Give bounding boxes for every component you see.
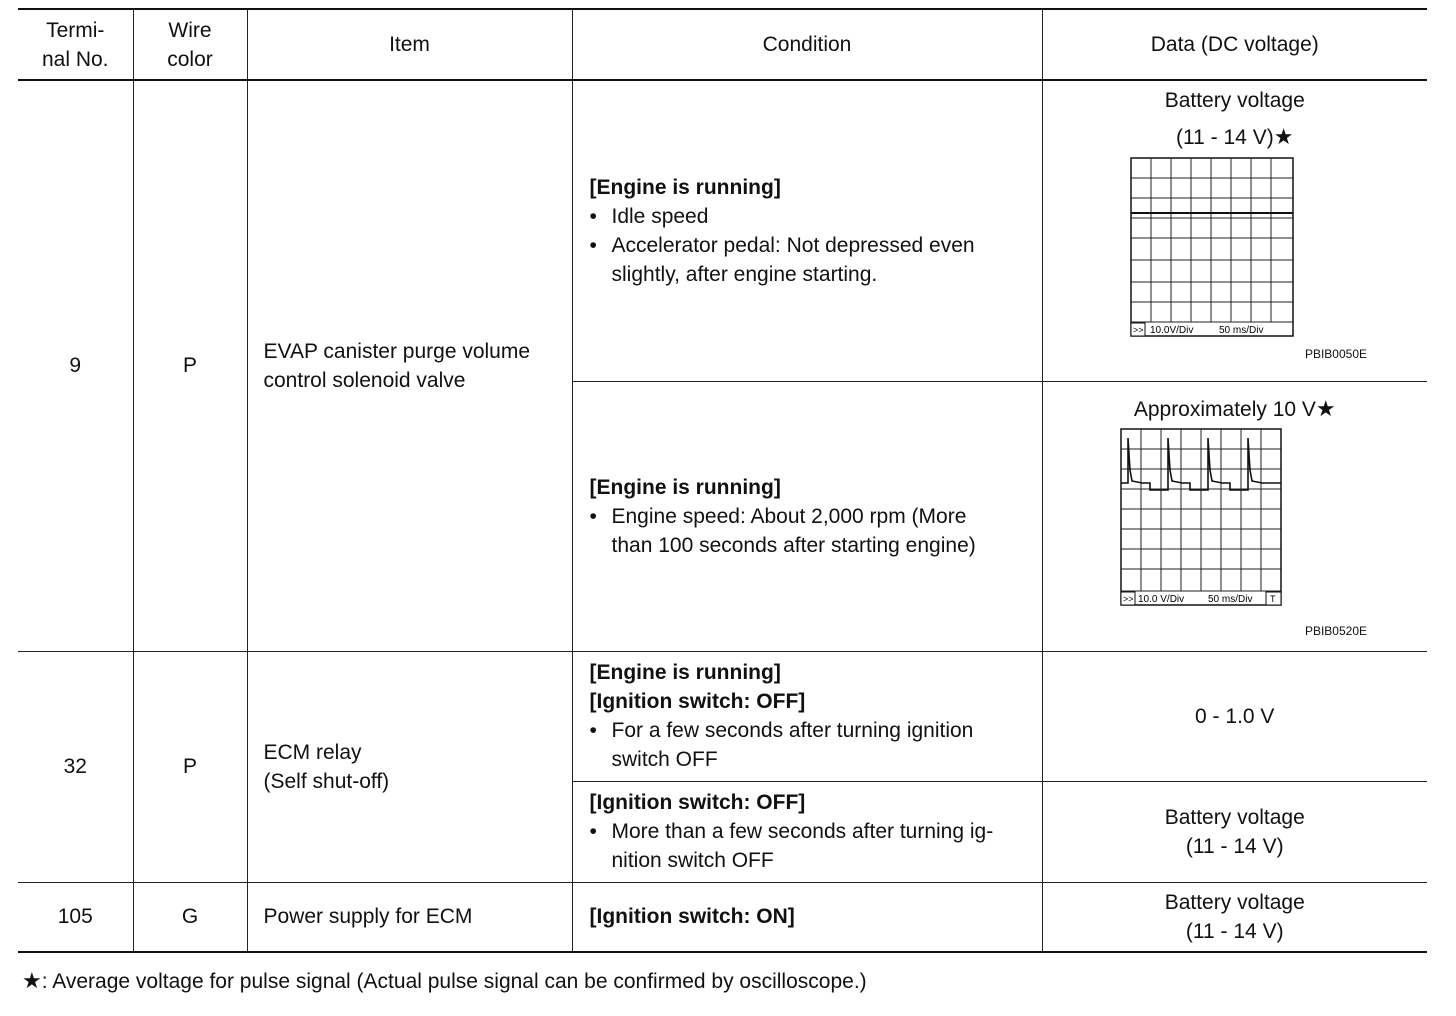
wire-color-cell: P bbox=[133, 80, 247, 651]
star-icon: ★ bbox=[1273, 124, 1294, 149]
wire-color-cell: G bbox=[133, 882, 247, 952]
table-header-row bbox=[18, 9, 1427, 80]
scope-time-div: 50 ms/Div bbox=[1207, 593, 1253, 605]
scope-suffix: T bbox=[1269, 593, 1276, 604]
condition-bullet bbox=[590, 716, 1034, 774]
data-value: Approximately 10 V bbox=[1133, 397, 1316, 421]
bullet-text-line: For a few seconds after turning ignition bbox=[611, 719, 974, 742]
terminal-no-cell: 32 bbox=[18, 651, 133, 882]
bullet-text-line: slightly, after engine starting. bbox=[611, 262, 878, 286]
data-value: Battery voltage bbox=[1164, 805, 1305, 829]
condition-bullet bbox=[590, 231, 1034, 289]
item-line: (Self shut-off) bbox=[263, 769, 390, 793]
bullet-glyph: • bbox=[589, 204, 597, 228]
bullet-text-line: Engine speed: About 2,000 rpm (More bbox=[611, 504, 967, 528]
oscilloscope-figure bbox=[1130, 157, 1296, 339]
bullet-glyph: • bbox=[589, 504, 597, 528]
header-terminal-no bbox=[18, 9, 133, 80]
scope-volt-div: 10.0V/Div bbox=[1149, 325, 1194, 336]
terminal-no-cell: 9 bbox=[18, 80, 133, 651]
bullet-glyph: • bbox=[589, 820, 597, 843]
condition-heading: [Engine is running] bbox=[589, 661, 781, 684]
footnote bbox=[22, 966, 867, 996]
condition-heading: [Engine is running] bbox=[589, 175, 781, 199]
star-icon: ★ bbox=[1315, 395, 1336, 421]
data-cell bbox=[1042, 651, 1427, 781]
data-value: Battery voltage bbox=[1164, 89, 1305, 112]
header-wire-line1: Wire bbox=[168, 18, 212, 42]
condition-bullet bbox=[590, 817, 1034, 875]
bullet-text: Idle speed bbox=[611, 204, 709, 228]
table-row bbox=[18, 882, 1427, 952]
bullet-text-line: Accelerator pedal: Not depressed even bbox=[611, 233, 975, 257]
condition-heading: [Ignition switch: ON] bbox=[589, 905, 795, 929]
footnote-text: : Average voltage for pulse signal (Actual pulse signal can be confirmed by oscilloscope.) bbox=[41, 970, 867, 993]
data-value: (11 - 14 V) bbox=[1185, 919, 1284, 943]
condition-heading: [Ignition switch: OFF] bbox=[589, 690, 806, 713]
bullet-text-line: More than a few seconds after turning ig- bbox=[611, 820, 994, 843]
data-value-range: (11 - 14 V) bbox=[1176, 126, 1274, 149]
condition-cell bbox=[572, 381, 1042, 651]
terminal-no-cell: 105 bbox=[18, 882, 133, 952]
data-value: 0 - 1.0 V bbox=[1195, 704, 1275, 728]
oscilloscope-screen bbox=[1130, 157, 1296, 339]
header-terminal-line1: Termi- bbox=[46, 18, 105, 42]
table-row bbox=[18, 80, 1427, 381]
condition-cell bbox=[572, 80, 1042, 381]
condition-heading: [Ignition switch: OFF] bbox=[589, 791, 806, 814]
figure-code: PBIB0050E bbox=[1304, 347, 1367, 361]
condition-cell bbox=[572, 781, 1042, 882]
item-line: EVAP canister purge volume bbox=[263, 339, 531, 363]
condition-cell bbox=[572, 651, 1042, 781]
condition-heading: [Engine is running] bbox=[589, 475, 781, 499]
data-value-line bbox=[1043, 394, 1428, 424]
condition-bullet bbox=[590, 202, 1034, 231]
data-value: (11 - 14 V) bbox=[1185, 834, 1284, 858]
data-value: Battery voltage bbox=[1164, 890, 1305, 914]
scope-prefix: >> bbox=[1122, 593, 1134, 604]
condition-cell bbox=[572, 882, 1042, 952]
data-cell bbox=[1042, 80, 1427, 381]
bullet-text-line: switch OFF bbox=[611, 748, 718, 771]
data-cell bbox=[1042, 781, 1427, 882]
item-cell bbox=[247, 80, 572, 651]
header-wire-color bbox=[133, 9, 247, 80]
scope-volt-div: 10.0 V/Div bbox=[1137, 593, 1184, 605]
header-wire-line2: color bbox=[167, 47, 213, 71]
oscilloscope-figure bbox=[1120, 428, 1284, 608]
header-item: Item bbox=[247, 9, 572, 80]
item-line: control solenoid valve bbox=[263, 368, 466, 392]
item-line: Power supply for ECM bbox=[263, 905, 473, 929]
header-data: Data (DC voltage) bbox=[1042, 9, 1427, 80]
table-row bbox=[18, 651, 1427, 781]
data-cell bbox=[1042, 381, 1427, 651]
data-value-line bbox=[1043, 122, 1428, 152]
bullet-text-line: nition switch OFF bbox=[611, 849, 774, 872]
scope-time-div: 50 ms/Div bbox=[1218, 325, 1264, 336]
item-cell bbox=[247, 882, 572, 952]
header-condition: Condition bbox=[572, 9, 1042, 80]
scope-prefix: >> bbox=[1132, 325, 1144, 335]
terminal-data-table bbox=[18, 8, 1427, 953]
item-line: ECM relay bbox=[263, 740, 362, 764]
header-terminal-line2: nal No. bbox=[41, 47, 109, 71]
condition-bullet bbox=[590, 502, 1034, 560]
bullet-glyph: • bbox=[589, 233, 597, 257]
bullet-glyph: • bbox=[589, 719, 597, 742]
oscilloscope-screen bbox=[1120, 428, 1284, 608]
figure-code: PBIB0520E bbox=[1304, 623, 1367, 638]
item-cell bbox=[247, 651, 572, 882]
data-cell bbox=[1042, 882, 1427, 952]
bullet-text-line: than 100 seconds after starting engine) bbox=[611, 533, 976, 557]
star-icon: ★ bbox=[22, 968, 42, 993]
wire-color-cell: P bbox=[133, 651, 247, 882]
